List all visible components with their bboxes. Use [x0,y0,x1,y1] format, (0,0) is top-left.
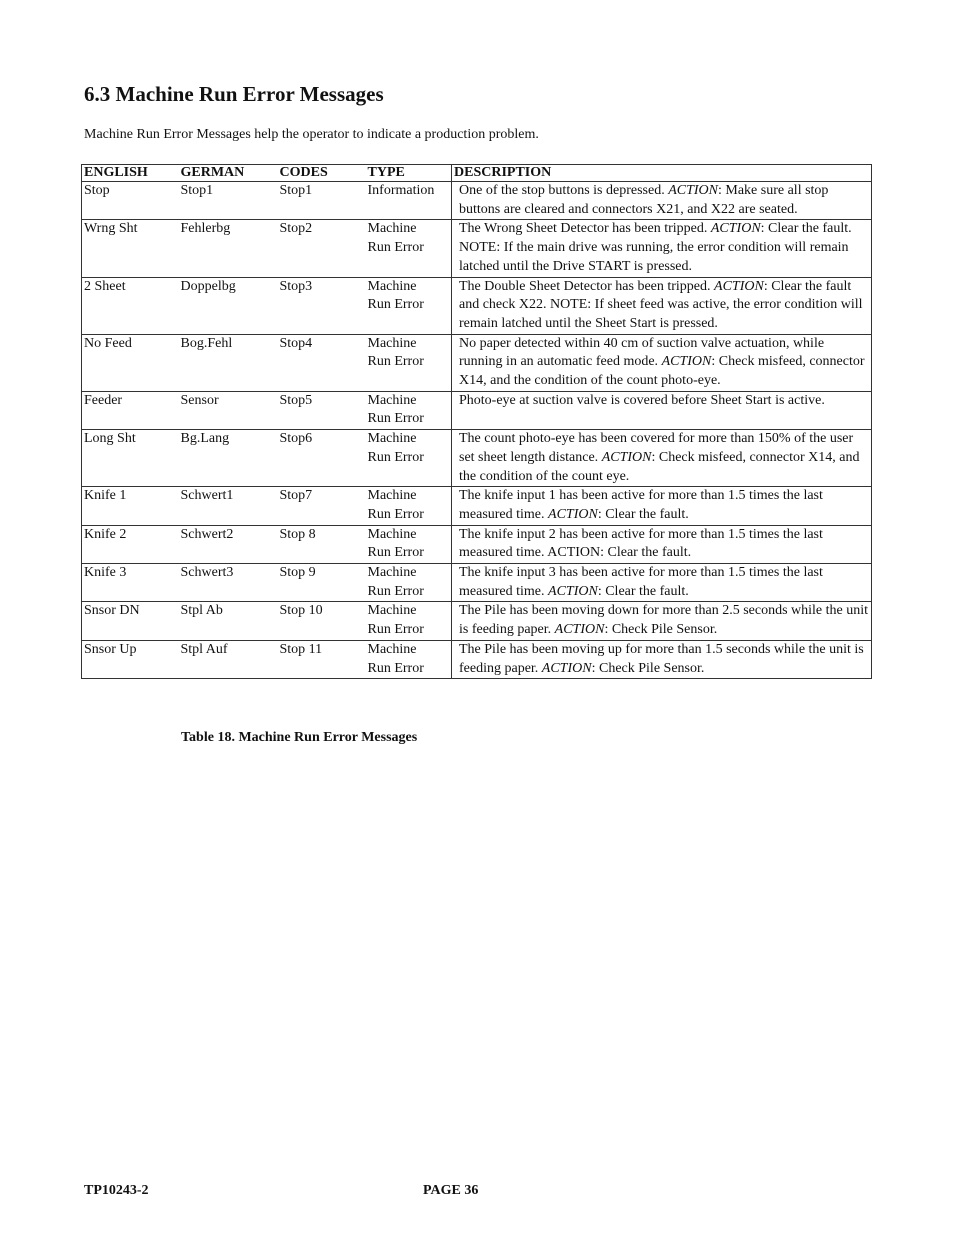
type-line-2: Run Error [367,411,424,427]
description-action-text: : Clear the fault and check X22. NOTE: If sheet feed was active, the error condition will remain latched until the Sheet Start is pressed. [459,278,863,331]
error-messages-table [81,164,872,679]
cell-english: Snsor Up [82,640,179,678]
cell-description [452,391,872,429]
cell-code: Stop 11 [278,640,366,678]
type-line-2: Run Error [367,449,424,465]
type-line-1: Machine [367,565,417,581]
table-row [82,277,872,334]
cell-english: No Feed [82,334,179,391]
cell-description [452,525,872,563]
table-row [82,391,872,429]
type-line-2: Run Error [367,240,424,256]
section-heading: 6.3 Machine Run Error Messages [84,82,384,106]
cell-code: Stop3 [278,277,366,334]
intro-paragraph: Machine Run Error Messages help the operator to indicate a production problem. [84,127,539,142]
cell-type [366,391,452,429]
description-text: The knife input 3 has been active for more than 1.5 times the last measured time. [459,565,823,599]
cell-type [366,220,452,277]
cell-code: Stop4 [278,334,366,391]
cell-type [366,334,452,391]
cell-type [366,430,452,487]
type-line-1: Machine [367,641,417,657]
cell-type [366,277,452,334]
description-action-text: : Clear the fault. NOTE: If the main drive was running, the error condition will remain latched until the Drive START is pressed. [459,221,852,274]
header-description: DESCRIPTION [452,165,872,182]
cell-code: Stop2 [278,220,366,277]
type-line-1: Machine [367,335,417,351]
description-text: One of the stop buttons is depressed. [459,183,669,198]
cell-description [452,430,872,487]
description-action-text: : Clear the fault. [597,506,689,522]
description-text: The knife input 1 has been active for more than 1.5 times the last measured time. [459,488,823,522]
cell-english: Knife 3 [82,564,179,602]
cell-english: Knife 2 [82,525,179,563]
table-row [82,602,872,640]
description-action-text: : Make sure all stop buttons are cleared and connectors X21, and X22 are seated. [459,183,829,217]
table-row [82,182,872,220]
description-text: The Pile has been moving down for more than 2.5 seconds while the unit is feeding paper. [459,603,869,638]
cell-description [452,182,872,220]
cell-code: Stop6 [278,430,366,487]
description-text: Photo-eye at suction valve is covered before Sheet Start is active. [459,392,825,408]
type-line-1: Machine [367,488,417,504]
type-line-1: Information [367,183,435,198]
type-line-2: Run Error [367,506,424,522]
cell-english: Knife 1 [82,487,179,525]
type-line-1: Machine [367,603,417,619]
cell-description [452,220,872,277]
cell-german: Stpl Ab [179,602,278,640]
table-row [82,525,872,563]
cell-description [452,487,872,525]
cell-code: Stop5 [278,391,366,429]
description-action-word: ACTION [548,506,598,522]
cell-english: Feeder [82,391,179,429]
type-line-2: Run Error [367,354,424,370]
cell-code: Stop 8 [278,525,366,563]
table-header-row [82,165,872,182]
cell-german: Stop1 [179,182,278,220]
table-row [82,430,872,487]
cell-german: Stpl Auf [179,640,278,678]
description-action-word: ACTION [554,622,605,638]
cell-description [452,277,872,334]
cell-german: Schwert3 [179,564,278,602]
header-type: TYPE [366,165,452,182]
cell-german: Bg.Lang [179,430,278,487]
description-action-word: ACTION [661,354,712,370]
description-text: The count photo-eye has been covered for more than 150% of the user set sheet length distance. [459,431,854,465]
description-text: The Wrong Sheet Detector has been tripped. [459,221,711,237]
type-line-1: Machine [367,221,417,237]
description-text: No paper detected within 40 cm of suction valve actuation, while running in an automatic feed mode. [459,335,825,370]
cell-code: Stop 9 [278,564,366,602]
cell-english: Wrng Sht [82,220,179,277]
cell-type [366,640,452,678]
cell-type [366,564,452,602]
header-english: ENGLISH [82,165,179,182]
footer-page-number: PAGE 36 [423,1183,479,1198]
cell-english: Long Sht [82,430,179,487]
type-line-2: Run Error [367,297,424,313]
description-action-word: ACTION [541,660,592,676]
cell-type [366,182,452,220]
cell-type [366,525,452,563]
cell-english: 2 Sheet [82,277,179,334]
cell-german: Bog.Fehl [179,334,278,391]
cell-german: Schwert1 [179,487,278,525]
description-action-text: : Check Pile Sensor. [591,660,705,676]
table-row [82,487,872,525]
cell-code: Stop 10 [278,602,366,640]
type-line-1: Machine [367,526,417,542]
type-line-1: Machine [367,278,417,294]
cell-german: Sensor [179,391,278,429]
header-german: GERMAN [179,165,278,182]
cell-description [452,640,872,678]
type-line-2: Run Error [367,583,424,599]
description-action-text: : Check Pile Sensor. [604,622,718,638]
type-line-2: Run Error [367,545,424,561]
cell-german: Doppelbg [179,277,278,334]
description-action-word: ACTION [714,278,764,294]
table-row [82,564,872,602]
description-action-word: ACTION [548,583,598,599]
cell-description [452,602,872,640]
cell-type [366,487,452,525]
cell-german: Schwert2 [179,525,278,563]
description-action-word: ACTION [668,183,718,198]
description-action-text: : Check misfeed, connector X14, and the condition of the count photo-eye. [459,354,865,389]
description-text: The Pile has been moving up for more than 1.5 seconds while the unit is feeding paper. [459,641,864,676]
cell-german: Fehlerbg [179,220,278,277]
description-text: The knife input 2 has been active for more than 1.5 times the last measured time. ACTION: Clear the fault. [459,526,823,561]
cell-description [452,334,872,391]
cell-english: Snsor DN [82,602,179,640]
cell-description [452,564,872,602]
description-action-word: ACTION [710,221,761,237]
table-row [82,220,872,277]
description-action-text: : Clear the fault. [597,583,689,599]
cell-code: Stop7 [278,487,366,525]
type-line-1: Machine [367,431,417,447]
description-action-text: : Check misfeed, connector X14, and the condition of the count eye. [459,449,860,484]
cell-english: Stop [82,182,179,220]
description-text: The Double Sheet Detector has been tripped. [459,278,715,294]
cell-code: Stop1 [278,182,366,220]
table-caption: Table 18. Machine Run Error Messages [181,730,418,745]
footer-doc-id: TP10243-2 [84,1183,149,1198]
header-codes: CODES [278,165,366,182]
description-action-word: ACTION [601,449,652,465]
type-line-2: Run Error [367,622,424,638]
table-row [82,334,872,391]
cell-type [366,602,452,640]
type-line-1: Machine [367,392,417,408]
type-line-2: Run Error [367,660,424,676]
table-row [82,640,872,678]
